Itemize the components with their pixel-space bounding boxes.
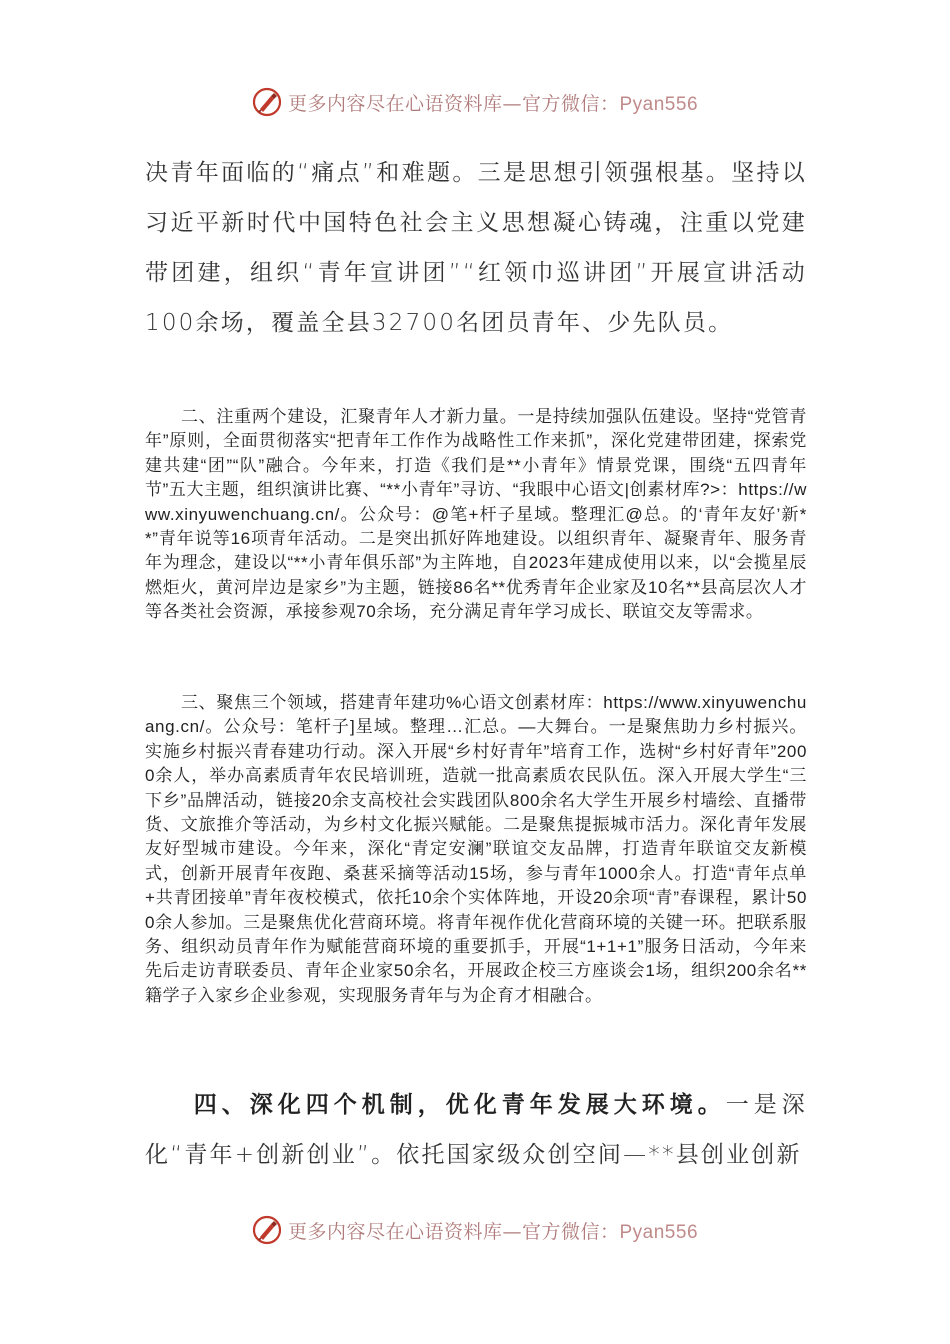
section-body-4: 一是深化“青年+创新创业”。依托国家级众创空间—**县创业创新 [145,1092,807,1168]
section-heading-4: 四、深化四个机制，优化青年发展大环境。 [191,1092,726,1118]
body-paragraph-4 [145,1080,807,1180]
footer-banner-text: 更多内容尽在心语资料库—官方微信：Pyan556 [287,1220,699,1243]
pen-logo-icon [252,1215,282,1245]
body-paragraph-1: 决青年面临的“痛点”和难题。三是思想引领强根基。坚持以习近平新时代中国特色社会主义思想凝心铸魂，注重以党建带团建，组织“青年宣讲团”“红领巾巡讲团”开展宣讲活动100余场，覆盖全县32700名团员青年、少先队员。 [145,160,807,336]
header-banner [0,82,950,122]
header-banner-text: 更多内容尽在心语资料库—官方微信：Pyan556 [287,92,699,115]
body-paragraph-3: 三、聚焦三个领域，搭建青年建功%心语文创素材库：https://www.xinyuwenchuang.cn/。公众号：笔杆子]星域。整理…汇总。—大舞台。一是聚焦助力乡村振兴。实施乡村振兴青春建功行动。深入开展“乡村好青年”培育工作，选树“乡村好青年”2000余人，举办高素质青年农民培训班，造就一批高素质农民队伍。深入开展大学生“三下乡”品牌活动，链接20余支高校社会实践团队800余名大学生开展乡村墙绘、直播带货、文旅推介等活动，为乡村文化振兴赋能。二是聚焦提振城市活力。深化青年发展友好型城市建设。今年来，深化“青定安澜”联谊交友品牌，打造青年联谊交友新模式，创新开展青年夜跑、桑葚采摘等活动15场，参与青年1000余人。打造“青年点单+共青团接单”青年夜校模式，依托10余个实体阵地，开设20余项“青”春课程，累计500余人参加。三是聚焦优化营商环境。将青年视作优化营商环境的关键一环。把联系服务、组织动员青年作为赋能营商环境的重要抓手，开展“1+1+1”服务日活动，今年来先后走访青联委员、青年企业家50余名，开展政企校三方座谈会1场，组织200余名**籍学子入家乡企业参观，实现服务青年与为企育才相融合。 [145,693,807,1005]
pen-logo-icon [252,87,282,117]
footer-banner [0,1210,950,1250]
body-paragraph-2: 二、注重两个建设，汇聚青年人才新力量。一是持续加强队伍建设。坚持“党管青年”原则，全面贯彻落实“把青年工作作为战略性工作来抓”，深化党建带团建，探索党建共建“团”“队”融合。今年来，打造《我们是**小青年》情景党课，围绕“五四青年节”五大主题，组织演讲比赛、“**小青年”寻访、“我眼中心语文|创素材库?>：https://www.xinyuwenchuang.cn/。公众号：@笔+杆子星域。整理汇@总。的‘青年友好’新**”青年说等16项青年活动。二是突出抓好阵地建设。以组织青年、凝聚青年、服务青年为理念，建设以“**小青年俱乐部”为主阵地，自2023年建成使用以来，以“会揽星辰燃炬火，黄河岸边是家乡”为主题，链接86名**优秀青年企业家及10名**县高层次人才等各类社会资源，承接参观70余场，充分满足青年学习成长、联谊交友等需求。 [145,407,807,622]
